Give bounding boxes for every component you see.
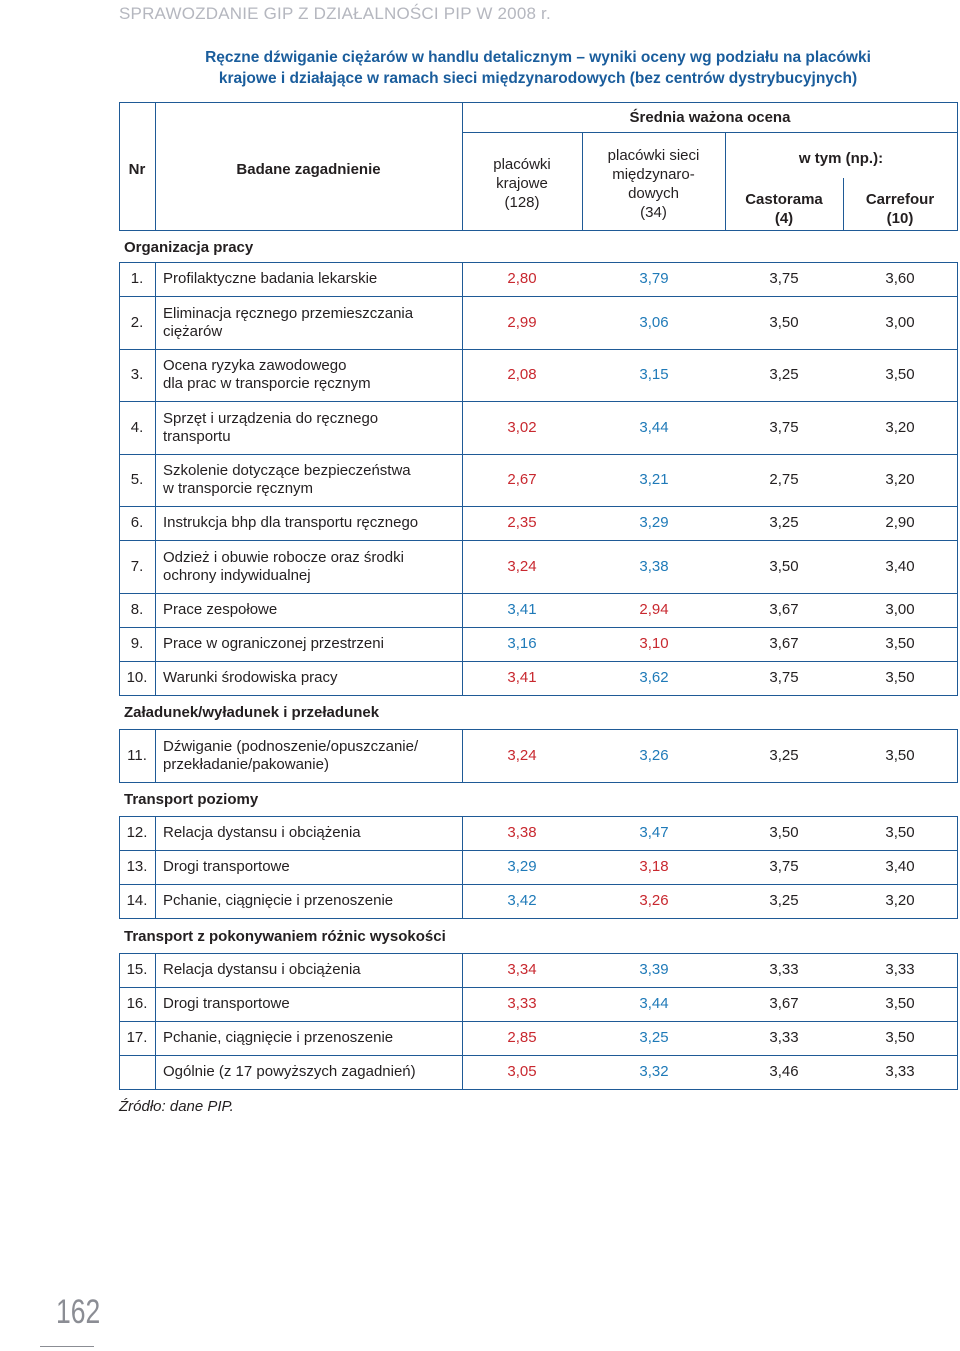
row-value-carrefour: 3,50 <box>885 1029 915 1046</box>
title-line-1: Ręczne dźwiganie ciężarów w handlu detalicznym – wyniki oceny wg podziału na placówki <box>205 49 871 66</box>
row-topic-rule <box>462 1021 463 1055</box>
row-number: 11. <box>127 746 147 764</box>
row-number: 7. <box>130 557 144 575</box>
row-topic-line: Szkolenie dotyczące bezpieczeństwa <box>163 462 411 479</box>
row-rule <box>119 593 958 594</box>
row-value-intl: 3,32 <box>639 1063 669 1080</box>
row-value-domestic: 3,16 <box>507 635 537 652</box>
row-topic-rule <box>462 850 463 884</box>
section-transport-poziomy: Transport poziomy <box>124 791 259 808</box>
page-number: 162 <box>56 1293 101 1331</box>
row-value-domestic: 3,41 <box>507 601 537 618</box>
row-right-rule <box>957 506 958 540</box>
row-value-castorama: 3,75 <box>769 858 799 875</box>
row-value-castorama: 3,25 <box>769 892 799 909</box>
row-topic-rule <box>462 987 463 1021</box>
row-value-castorama: 3,25 <box>769 746 799 764</box>
row-rule <box>119 1055 958 1056</box>
header-castorama-l2: (4) <box>774 210 794 227</box>
row-value-castorama: 3,25 <box>769 366 799 383</box>
row-value-intl: 2,94 <box>639 601 669 618</box>
row-topic-line: Relacja dystansu i obciążenia <box>163 824 361 841</box>
row-right-rule <box>957 540 958 593</box>
row-value-domestic: 3,29 <box>507 858 537 875</box>
row-topic-line: Instrukcja bhp dla transportu ręcznego <box>163 514 419 531</box>
row-topic-line: ciężarów <box>163 322 223 340</box>
row-nr-rule <box>155 593 156 627</box>
row-value-castorama: 3,75 <box>769 270 799 287</box>
row-value-intl: 3,10 <box>639 635 669 652</box>
row-rule <box>119 296 958 297</box>
row-value-carrefour: 3,20 <box>885 418 915 436</box>
header-carrefour-l1: Carrefour <box>865 191 935 208</box>
row-right-rule <box>957 262 958 296</box>
row-value-carrefour: 3,50 <box>885 669 915 686</box>
row-nr-rule <box>155 506 156 540</box>
row-nr-rule <box>155 1055 156 1089</box>
row-value-carrefour: 3,20 <box>885 892 915 909</box>
row-rule <box>119 1021 958 1022</box>
row-rule <box>119 349 958 350</box>
row-value-carrefour: 3,00 <box>885 601 915 618</box>
row-topic-rule <box>462 349 463 401</box>
row-value-intl: 3,44 <box>639 418 669 436</box>
row-number: 6. <box>130 514 144 531</box>
row-topic-rule <box>462 1055 463 1089</box>
header-castorama <box>725 190 843 228</box>
row-value-castorama: 3,25 <box>769 514 799 531</box>
row-nr-rule <box>155 454 156 506</box>
header-castorama-l1: Castorama <box>745 191 823 208</box>
row-value-castorama: 3,33 <box>769 1029 799 1046</box>
row-number: 15. <box>126 961 148 978</box>
row-value-carrefour: 3,50 <box>885 824 915 841</box>
section-transport-wysokosci: Transport z pokonywaniem różnic wysokości <box>124 928 446 945</box>
header-carrefour-l2: (10) <box>886 210 914 227</box>
row-topic-line: Pchanie, ciągnięcie i przenoszenie <box>163 1029 394 1046</box>
row-value-intl: 3,79 <box>639 270 669 287</box>
row-nr-rule <box>155 729 156 782</box>
row-value-domestic: 3,24 <box>507 746 537 764</box>
row-left-rule <box>119 1055 120 1089</box>
row-rule <box>119 627 958 628</box>
row-value-domestic: 2,08 <box>507 366 537 383</box>
row-topic-line: w transporcie ręcznym <box>163 480 314 497</box>
row-rule <box>119 918 958 919</box>
row-topic-line: Prace w ograniczonej przestrzeni <box>163 635 384 652</box>
row-right-rule <box>957 953 958 987</box>
section-zaladunek: Załadunek/wyładunek i przeładunek <box>124 704 380 721</box>
row-number: 4. <box>130 418 144 436</box>
row-value-domestic: 3,38 <box>507 824 537 841</box>
row-nr-rule <box>155 627 156 661</box>
row-rule <box>119 540 958 541</box>
row-nr-rule <box>155 816 156 850</box>
row-topic-line: Drogi transportowe <box>163 858 290 875</box>
row-value-intl: 3,47 <box>639 824 669 841</box>
row-value-carrefour: 3,00 <box>885 313 915 331</box>
row-value-castorama: 3,46 <box>769 1063 799 1080</box>
row-number: 2. <box>130 313 144 331</box>
row-value-carrefour: 3,40 <box>885 858 915 875</box>
row-rule <box>119 782 958 783</box>
row-right-rule <box>957 454 958 506</box>
row-nr-rule <box>155 1021 156 1055</box>
row-value-intl: 3,44 <box>639 995 669 1012</box>
row-value-domestic: 3,41 <box>507 669 537 686</box>
row-value-intl: 3,26 <box>639 892 669 909</box>
running-header: SPRAWOZDANIE GIP Z DZIAŁALNOŚCI PIP W 2008 r. <box>119 4 551 23</box>
row-nr-rule <box>155 262 156 296</box>
row-rule <box>119 729 958 730</box>
row-nr-rule <box>155 953 156 987</box>
row-topic-line: Odzież i obuwie robocze oraz środki <box>163 548 404 566</box>
row-topic-line: Pchanie, ciągnięcie i przenoszenie <box>163 892 394 909</box>
header-nr: Nr <box>128 161 146 178</box>
row-rule <box>119 454 958 455</box>
row-rule <box>119 661 958 662</box>
row-right-rule <box>957 1055 958 1089</box>
source-note: Źródło: dane PIP. <box>119 1098 234 1115</box>
row-value-castorama: 3,50 <box>769 313 799 331</box>
row-value-castorama: 3,67 <box>769 635 799 652</box>
row-value-castorama: 3,75 <box>769 669 799 686</box>
header-intl-l3: dowych <box>628 185 679 202</box>
row-topic-rule <box>462 506 463 540</box>
row-topic-rule <box>462 729 463 782</box>
row-rule <box>119 401 958 402</box>
row-rule <box>119 695 958 696</box>
row-number: 5. <box>130 471 144 488</box>
row-number: 16. <box>126 995 148 1012</box>
row-value-domestic: 3,05 <box>507 1063 537 1080</box>
row-value-carrefour: 3,50 <box>885 746 915 764</box>
row-value-carrefour: 2,90 <box>885 514 915 531</box>
row-value-carrefour: 3,60 <box>885 270 915 287</box>
row-value-intl: 3,06 <box>639 313 669 331</box>
row-right-rule <box>957 401 958 454</box>
row-rule <box>119 816 958 817</box>
row-right-rule <box>957 296 958 349</box>
row-value-domestic: 3,33 <box>507 995 537 1012</box>
row-topic-line: przekładanie/pakowanie) <box>163 755 329 773</box>
row-topic-rule <box>462 296 463 349</box>
row-nr-rule <box>155 401 156 454</box>
row-value-domestic: 3,02 <box>507 418 537 436</box>
row-topic-rule <box>462 627 463 661</box>
row-rule <box>119 506 958 507</box>
row-topic-line: Relacja dystansu i obciążenia <box>163 961 361 978</box>
header-domestic-l2: krajowe <box>496 175 548 192</box>
row-topic-line: transportu <box>163 427 231 445</box>
row-topic-line: Drogi transportowe <box>163 995 290 1012</box>
row-nr-rule <box>155 349 156 401</box>
row-value-domestic: 2,80 <box>507 270 537 287</box>
row-topic-rule <box>462 884 463 918</box>
row-topic-line: Ocena ryzyka zawodowego <box>163 357 347 374</box>
title-line-2: krajowe i działające w ramach sieci międzynarodowych (bez centrów dystrybucyjnych) <box>218 70 858 87</box>
row-value-domestic: 2,99 <box>507 313 537 331</box>
row-topic-line: Profilaktyczne badania lekarskie <box>163 270 378 287</box>
header-carrefour <box>843 190 957 228</box>
row-right-rule <box>957 627 958 661</box>
row-topic-rule <box>462 454 463 506</box>
row-value-castorama: 3,50 <box>769 557 799 575</box>
row-value-carrefour: 3,33 <box>885 961 915 978</box>
row-topic-rule <box>462 401 463 454</box>
row-number: 8. <box>130 601 144 618</box>
row-topic-line: Warunki środowiska pracy <box>163 669 338 686</box>
row-value-domestic: 2,67 <box>507 471 537 488</box>
row-value-intl: 3,26 <box>639 746 669 764</box>
row-right-rule <box>957 729 958 782</box>
row-value-intl: 3,21 <box>639 471 669 488</box>
header-intl <box>582 146 725 222</box>
row-number: 1. <box>130 270 144 287</box>
row-value-castorama: 2,75 <box>769 471 799 488</box>
row-rule <box>119 1089 958 1090</box>
row-value-carrefour: 3,20 <box>885 471 915 488</box>
row-value-carrefour: 3,50 <box>885 635 915 652</box>
row-value-castorama: 3,33 <box>769 961 799 978</box>
row-topic-line: ochrony indywidualnej <box>163 566 311 584</box>
header-bottom-rule <box>119 230 958 231</box>
table-top-rule <box>119 102 958 103</box>
row-right-rule <box>957 349 958 401</box>
header-weighted: Średnia ważona ocena <box>629 109 791 126</box>
row-topic-line: dla prac w transporcie ręcznym <box>163 375 371 392</box>
row-topic-rule <box>462 953 463 987</box>
row-value-domestic: 2,35 <box>507 514 537 531</box>
row-value-domestic: 3,24 <box>507 557 537 575</box>
row-nr-rule <box>155 661 156 695</box>
row-value-intl: 3,62 <box>639 669 669 686</box>
row-value-intl: 3,18 <box>639 858 669 875</box>
row-rule <box>119 987 958 988</box>
row-value-domestic: 3,42 <box>507 892 537 909</box>
row-value-castorama: 3,67 <box>769 601 799 618</box>
page-number-rule <box>40 1346 94 1347</box>
row-value-intl: 3,15 <box>639 366 669 383</box>
row-topic-rule <box>462 816 463 850</box>
row-value-carrefour: 3,33 <box>885 1063 915 1080</box>
row-rule <box>119 953 958 954</box>
row-right-rule <box>957 884 958 918</box>
row-value-domestic: 3,34 <box>507 961 537 978</box>
header-intl-l4: (34) <box>640 204 667 221</box>
header-incl: w tym (np.): <box>798 150 884 167</box>
row-value-domestic: 2,85 <box>507 1029 537 1046</box>
row-topic-line: Sprzęt i urządzenia do ręcznego <box>163 409 379 427</box>
row-rule <box>119 262 958 263</box>
row-topic-rule <box>462 661 463 695</box>
row-value-carrefour: 3,50 <box>885 366 915 383</box>
row-rule <box>119 850 958 851</box>
row-value-castorama: 3,67 <box>769 995 799 1012</box>
row-value-intl: 3,39 <box>639 961 669 978</box>
row-value-carrefour: 3,40 <box>885 557 915 575</box>
header-domestic-l1: placówki <box>493 156 551 173</box>
header-intl-l1: placówki sieci <box>607 147 700 164</box>
row-value-intl: 3,29 <box>639 514 669 531</box>
row-value-carrefour: 3,50 <box>885 995 915 1012</box>
row-right-rule <box>957 987 958 1021</box>
row-topic-rule <box>462 593 463 627</box>
row-number: 14. <box>126 892 148 909</box>
row-topic-rule <box>462 262 463 296</box>
row-right-rule <box>957 661 958 695</box>
row-value-intl: 3,38 <box>639 557 669 575</box>
row-number: 13. <box>126 858 148 875</box>
row-right-rule <box>957 1021 958 1055</box>
row-right-rule <box>957 816 958 850</box>
row-topic-line: Prace zespołowe <box>163 601 278 618</box>
section-organizacja: Organizacja pracy <box>124 239 254 256</box>
row-topic-line: Eliminacja ręcznego przemieszczania <box>163 304 414 322</box>
row-rule <box>119 884 958 885</box>
row-nr-rule <box>155 850 156 884</box>
row-number: 3. <box>130 366 144 383</box>
row-nr-rule <box>155 987 156 1021</box>
header-domestic-l3: (128) <box>504 194 540 211</box>
row-nr-rule <box>155 296 156 349</box>
row-right-rule <box>957 850 958 884</box>
weighted-rule <box>462 132 958 133</box>
row-value-castorama: 3,50 <box>769 824 799 841</box>
row-number: 10. <box>126 669 148 686</box>
row-number: 12. <box>126 824 148 841</box>
row-nr-rule <box>155 884 156 918</box>
row-number: 17. <box>126 1029 148 1046</box>
row-topic-line: Dźwiganie (podnoszenie/opuszczanie/ <box>163 737 419 755</box>
row-nr-rule <box>155 540 156 593</box>
row-topic-line: Ogólnie (z 17 powyższych zagadnień) <box>163 1063 416 1080</box>
header-intl-l2: międzynaro- <box>612 166 695 183</box>
header-domestic <box>462 155 582 212</box>
row-right-rule <box>957 593 958 627</box>
table-title <box>119 47 957 89</box>
row-value-intl: 3,25 <box>639 1029 669 1046</box>
row-number: 9. <box>130 635 144 652</box>
row-value-castorama: 3,75 <box>769 418 799 436</box>
header-topic: Badane zagadnienie <box>236 161 381 178</box>
row-topic-rule <box>462 540 463 593</box>
